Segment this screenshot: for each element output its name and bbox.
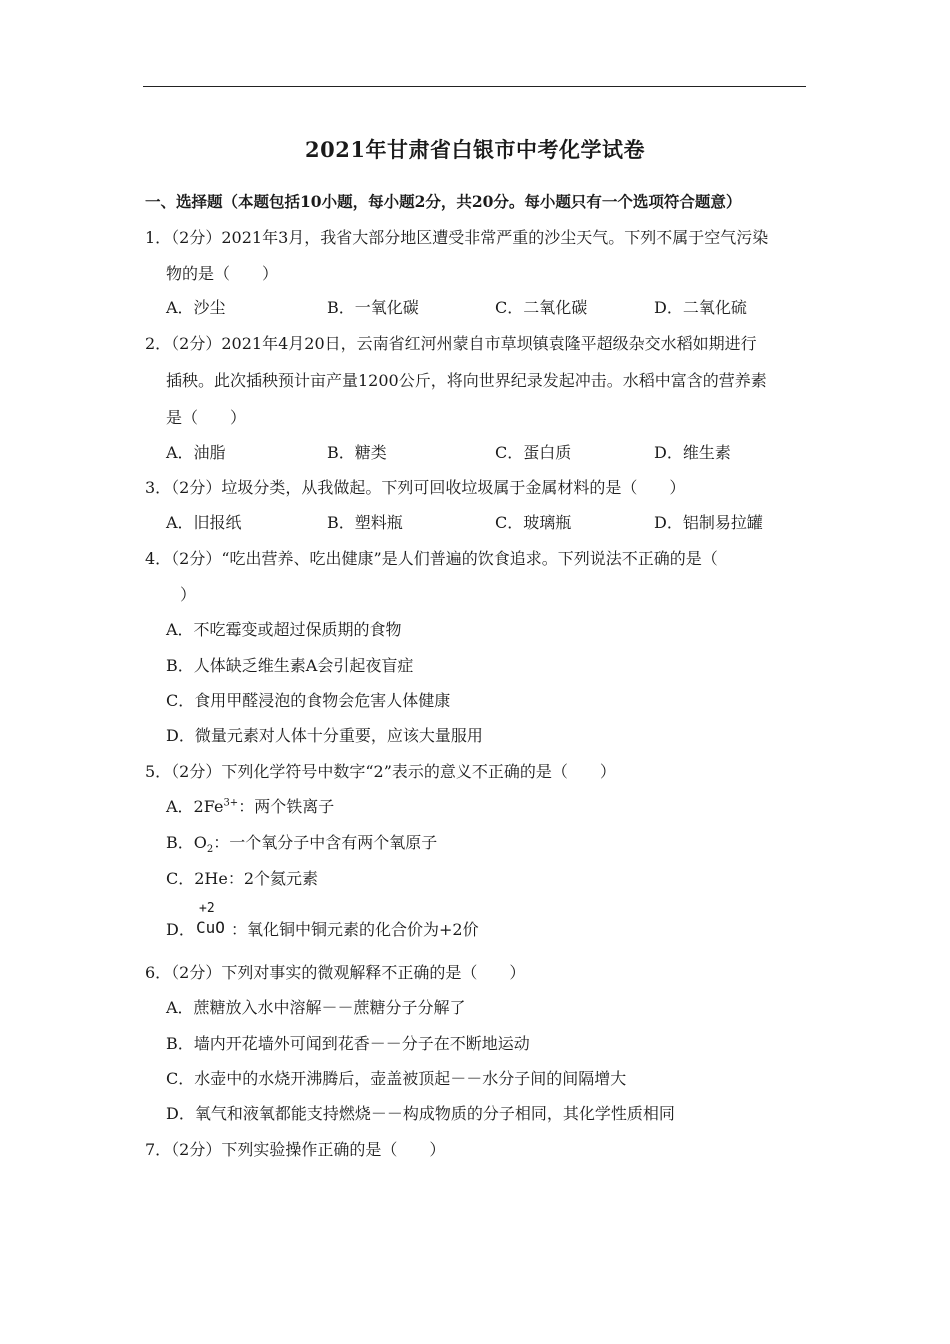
question-3-option-b: B．塑料瓶 — [327, 513, 403, 532]
question-5-option-d-prefix: D． — [166, 920, 195, 939]
question-2-line-1: 2．（2分）2021年4月20日，云南省红河州蒙自市草坝镇袁隆平超级杂交水稻如期进行 — [145, 334, 757, 353]
question-1-option-b: B．一氧化碳 — [327, 298, 419, 317]
question-5-option-c: C．2He：2个氦元素 — [166, 869, 319, 888]
question-2-line-2: 插秧。此次插秧预计亩产量1200公斤，将向世界纪录发起冲击。水稻中富含的营养素 — [166, 371, 767, 390]
question-2-option-b: B．糖类 — [327, 443, 387, 462]
question-4-option-c: C．食用甲醛浸泡的食物会危害人体健康 — [166, 691, 451, 710]
question-6-option-a: A．蔗糖放入水中溶解－－蔗糖分子分解了 — [166, 998, 466, 1017]
question-5-option-a — [166, 797, 334, 817]
valence-mark: +2 — [199, 901, 215, 916]
question-5-option-b — [166, 833, 438, 856]
question-1-line-1: 1．（2分）2021年3月，我省大部分地区遭受非常严重的沙尘天气。下列不属于空气污染 — [145, 228, 769, 247]
question-6-option-c: C．水壶中的水烧开沸腾后，壶盖被顶起－－水分子间的间隔增大 — [166, 1069, 627, 1088]
question-4-line-1: 4．（2分）“吃出营养、吃出健康”是人们普遍的饮食追求。下列说法不正确的是（ — [145, 549, 718, 568]
question-2-line-3: 是（ ） — [166, 408, 247, 427]
question-1-option-a: A．沙尘 — [166, 298, 226, 317]
question-4-line-2: ） — [180, 585, 197, 604]
atom-count-subscript: 2 — [206, 844, 214, 856]
valence-formula — [196, 902, 236, 942]
question-5-option-b-prefix: B．O — [166, 833, 207, 852]
question-5-option-b-text: ：一个氧分子中含有两个氧原子 — [213, 833, 438, 852]
question-2-option-c: C．蛋白质 — [495, 443, 572, 462]
charge-superscript: 3+ — [223, 797, 239, 809]
question-6-option-b: B．墙内开花墙外可闻到花香－－分子在不断地运动 — [166, 1034, 530, 1053]
copper-oxide-formula: CuO — [196, 918, 225, 937]
question-4-option-a: A．不吃霉变或超过保质期的食物 — [166, 620, 402, 639]
question-2-option-d: D．维生素 — [654, 443, 731, 462]
question-1-line-2: 物的是（ ） — [166, 264, 279, 283]
question-3-line-1: 3．（2分）垃圾分类，从我做起。下列可回收垃圾属于金属材料的是（ ） — [145, 478, 686, 497]
section-heading: 一、选择题（本题包括10小题，每小题2分，共20分。每小题只有一个选项符合题意） — [145, 192, 742, 211]
question-3-option-d: D．铝制易拉罐 — [654, 513, 763, 532]
question-3-option-a: A．旧报纸 — [166, 513, 242, 532]
question-2-option-a: A．油脂 — [166, 443, 226, 462]
question-7-line-1: 7．（2分）下列实验操作正确的是（ ） — [145, 1140, 446, 1159]
question-1-option-d: D．二氧化硫 — [654, 298, 747, 317]
question-1-option-c: C．二氧化碳 — [495, 298, 588, 317]
question-5-option-d-text: ：氧化铜中铜元素的化合价为+2价 — [231, 920, 479, 939]
question-4-option-b: B．人体缺乏维生素A会引起夜盲症 — [166, 656, 414, 675]
question-4-option-d: D．微量元素对人体十分重要，应该大量服用 — [166, 726, 483, 745]
question-6-line-1: 6．（2分）下列对事实的微观解释不正确的是（ ） — [145, 963, 526, 982]
question-5-line-1: 5．（2分）下列化学符号中数字“2”表示的意义不正确的是（ ） — [145, 762, 616, 781]
question-5-option-a-prefix: A．2Fe — [166, 797, 224, 816]
page-title: 2021年甘肃省白银市中考化学试卷 — [305, 137, 645, 162]
question-3-option-c: C．玻璃瓶 — [495, 513, 572, 532]
question-6-option-d: D．氧气和液氧都能支持燃烧－－构成物质的分子相同，其化学性质相同 — [166, 1104, 675, 1123]
header-rule — [143, 86, 806, 87]
question-5-option-a-text: ：两个铁离子 — [238, 797, 335, 816]
